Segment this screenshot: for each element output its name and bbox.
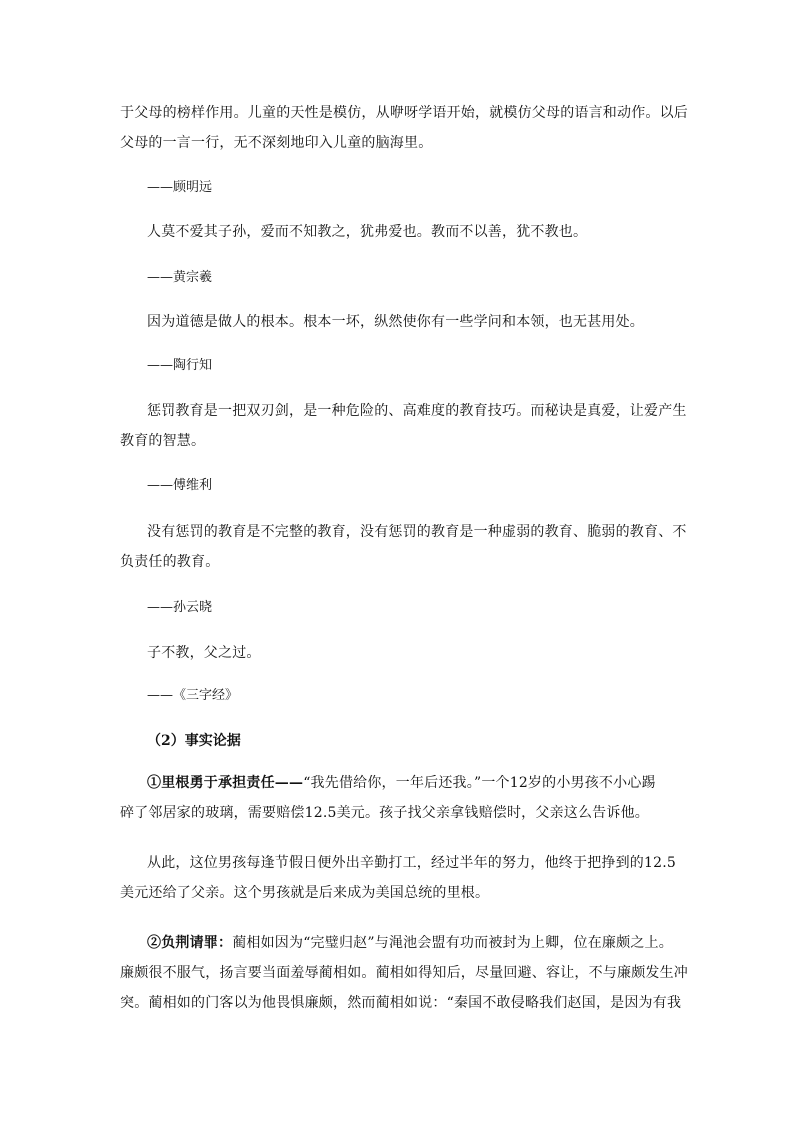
quote-line: 因为道德是做人的根本。根本一坏，纵然使你有一些学问和本领，也无甚用处。 bbox=[147, 314, 644, 330]
fact-line: 廉颇很不服气，扬言要当面羞辱蔺相如。蔺相如得知后，尽量回避、容让，不与廉颇发生冲 bbox=[120, 965, 688, 981]
quote-line: 惩罚教育是一把双刃剑，是一种危险的、高难度的教育技巧。而秘诀是真爱，让爱产生 bbox=[147, 403, 687, 419]
intro-paragraph bbox=[120, 98, 688, 158]
fact-reagan-continued bbox=[120, 848, 676, 908]
fact-line: 从此，这位男孩每逢节假日便外出辛勤打工，经过半年的努力，他终于把挣到的12.5 bbox=[147, 855, 676, 871]
section-heading: （2）事实论据 bbox=[147, 733, 241, 749]
fact-label: ①里根勇于承担责任—— bbox=[147, 775, 304, 791]
intro-line-1: 于父母的榜样作用。儿童的天性是模仿，从咿呀学语开始，就模仿父母的语言和动作。以后 bbox=[120, 105, 688, 121]
fact-line: 突。蔺相如的门客以为他畏惧廉颇，然而蔺相如说：“秦国不敢侵略我们赵国，是因为有我 bbox=[120, 995, 682, 1011]
fact-line bbox=[120, 768, 676, 798]
fact-text: 蔺相如因为“完璧归赵”与渑池会盟有功而被封为上卿，位在廉颇之上。 bbox=[232, 935, 673, 951]
quote-line: 子不教，父之过。 bbox=[147, 645, 261, 661]
attribution-san-zi-jing: ——《三字经》 bbox=[147, 688, 239, 703]
fact-line: 碎了邻居家的玻璃，需要赔偿12.5美元。孩子找父亲拿钱赔偿时，父亲这么告诉他。 bbox=[120, 805, 649, 821]
fact-label: ②负荆请罪： bbox=[147, 935, 233, 951]
fact-line bbox=[120, 928, 676, 958]
attribution-sun-yunxiao: ——孙云晓 bbox=[147, 600, 213, 615]
quote-line: 教育的智慧。 bbox=[120, 433, 206, 449]
quote-san-zi-jing bbox=[147, 638, 703, 668]
intro-line-2: 父母的一言一行，无不深刻地印入儿童的脑海里。 bbox=[120, 135, 433, 151]
quote-line: 人莫不爱其子孙，爱而不知教之，犹弗爱也。教而不以善，犹不教也。 bbox=[147, 224, 588, 240]
quote-line: 没有惩罚的教育是不完整的教育，没有惩罚的教育是一种虚弱的教育、脆弱的教育、不 bbox=[147, 524, 687, 540]
attribution-gu-mingyuan: ——顾明远 bbox=[147, 180, 213, 195]
quote-tao-xingzhi bbox=[147, 307, 703, 337]
attribution-huang-zongxi: ——黄宗羲 bbox=[147, 270, 213, 285]
quote-fu-weili bbox=[120, 396, 687, 456]
fact-fu-jing-qing-zui bbox=[120, 928, 688, 1018]
fact-line: 美元还给了父亲。这个男孩就是后来成为美国总统的里根。 bbox=[120, 885, 490, 901]
quote-huang-zongxi bbox=[147, 217, 703, 247]
attribution-fu-weili: ——傅维利 bbox=[147, 478, 213, 493]
fact-text: “我先借给你，一年后还我。”一个12岁的小男孩不小心踢 bbox=[303, 775, 656, 791]
quote-line: 负责任的教育。 bbox=[120, 554, 220, 570]
attribution-tao-xingzhi: ——陶行知 bbox=[147, 358, 213, 373]
fact-reagan bbox=[120, 768, 676, 828]
quote-sun-yunxiao bbox=[120, 517, 687, 577]
